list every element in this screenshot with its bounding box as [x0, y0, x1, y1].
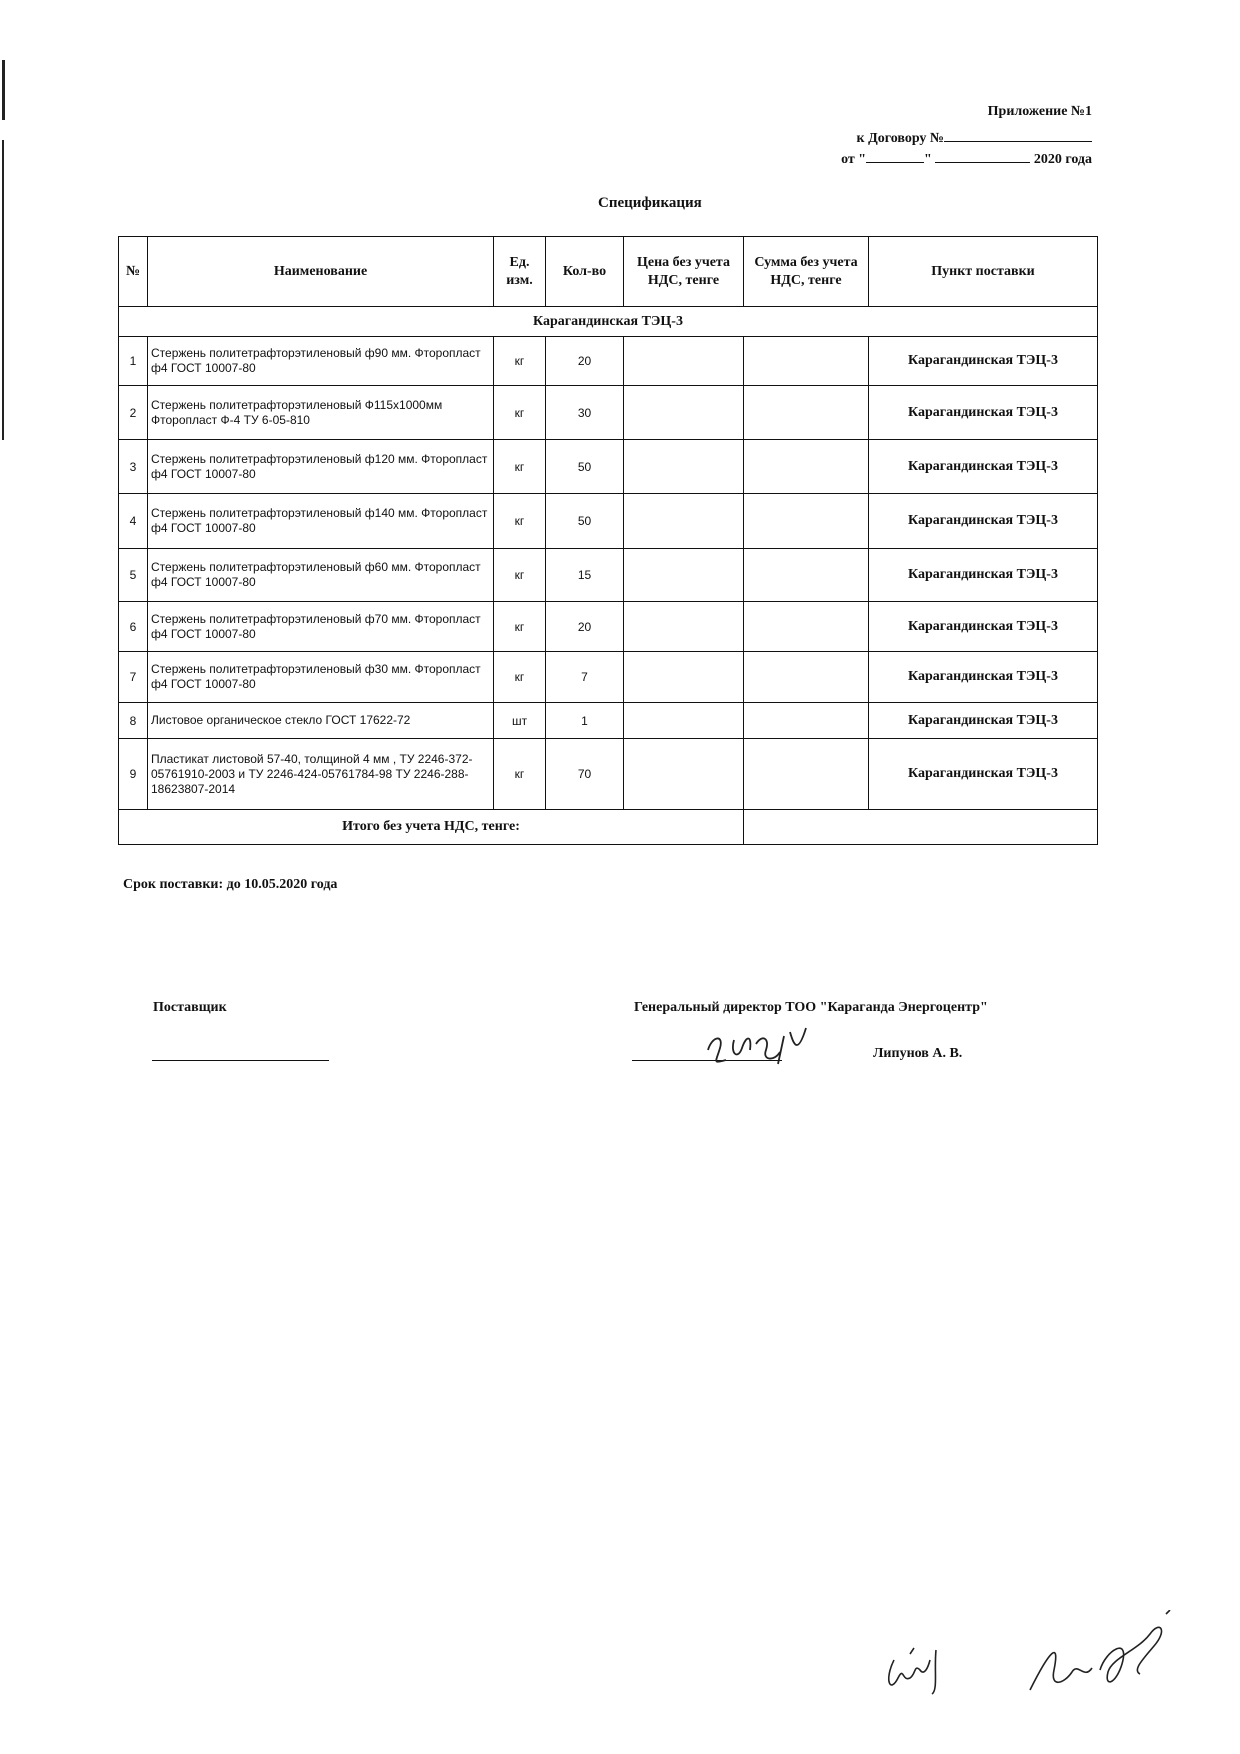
director-name: Липунов А. В. — [873, 1046, 963, 1061]
contract-number-blank — [944, 129, 1092, 142]
row-name: Стержень политетрафторэтиленовый ф90 мм. Фторопласт ф4 ГОСТ 10007-80 — [148, 337, 494, 386]
row-price — [624, 739, 744, 810]
row-unit: кг — [494, 494, 546, 549]
row-number: 2 — [119, 386, 148, 440]
row-delivery-point: Карагандинская ТЭЦ-3 — [869, 337, 1098, 386]
row-qty: 15 — [546, 549, 624, 602]
row-delivery-point: Карагандинская ТЭЦ-3 — [869, 494, 1098, 549]
date-month-blank — [935, 150, 1030, 163]
table-row — [119, 549, 1098, 602]
row-name: Стержень политетрафторэтиленовый ф70 мм. Фторопласт ф4 ГОСТ 10007-80 — [148, 602, 494, 652]
row-number: 7 — [119, 652, 148, 703]
total-label: Итого без учета НДС, тенге: — [119, 810, 744, 845]
date-year: 2020 года — [1033, 152, 1092, 167]
specification-table — [118, 236, 1098, 845]
row-unit: кг — [494, 386, 546, 440]
row-number: 9 — [119, 739, 148, 810]
row-name: Стержень политетрафторэтиленовый ф120 мм. Фторопласт ф4 ГОСТ 10007-80 — [148, 440, 494, 494]
date-line — [841, 150, 1092, 168]
row-sum — [744, 739, 869, 810]
scan-margin-mark — [2, 60, 5, 120]
row-qty: 70 — [546, 739, 624, 810]
table-row — [119, 440, 1098, 494]
date-day-blank — [866, 150, 924, 163]
row-sum — [744, 386, 869, 440]
row-unit: кг — [494, 739, 546, 810]
supplier-signature-line — [152, 1060, 329, 1061]
row-delivery-point: Карагандинская ТЭЦ-3 — [869, 549, 1098, 602]
row-sum — [744, 494, 869, 549]
row-qty: 1 — [546, 703, 624, 739]
row-unit: кг — [494, 337, 546, 386]
row-price — [624, 549, 744, 602]
row-number: 4 — [119, 494, 148, 549]
row-number: 3 — [119, 440, 148, 494]
initials-signature — [880, 1620, 970, 1700]
row-name: Пластикат листовой 57-40, толщиной 4 мм , ТУ 2246-372-05761910-2003 и ТУ 2246-424-05761784-98 ТУ 2246-288-18623807-2014 — [148, 739, 494, 810]
row-unit: кг — [494, 652, 546, 703]
col-header-delivery-point: Пункт поставки — [869, 237, 1098, 307]
table-row — [119, 602, 1098, 652]
group-label: Карагандинская ТЭЦ-3 — [119, 307, 1098, 337]
initials-signature — [1020, 1610, 1190, 1710]
row-price — [624, 703, 744, 739]
table-total-row — [119, 810, 1098, 845]
col-header-unit: Ед. изм. — [494, 237, 546, 307]
row-sum — [744, 652, 869, 703]
row-qty: 50 — [546, 440, 624, 494]
row-sum — [744, 440, 869, 494]
row-price — [624, 337, 744, 386]
row-unit: кг — [494, 602, 546, 652]
row-price — [624, 494, 744, 549]
col-header-name: Наименование — [148, 237, 494, 307]
row-delivery-point: Карагандинская ТЭЦ-3 — [869, 386, 1098, 440]
total-value — [744, 810, 1098, 845]
col-header-number: № — [119, 237, 148, 307]
row-number: 5 — [119, 549, 148, 602]
row-unit: шт — [494, 703, 546, 739]
scan-margin-mark — [2, 140, 4, 440]
row-number: 6 — [119, 602, 148, 652]
col-header-sum: Сумма без учета НДС, тенге — [744, 237, 869, 307]
row-number: 8 — [119, 703, 148, 739]
row-sum — [744, 602, 869, 652]
row-qty: 7 — [546, 652, 624, 703]
row-sum — [744, 703, 869, 739]
row-name: Листовое органическое стекло ГОСТ 17622-72 — [148, 703, 494, 739]
date-prefix: от " — [841, 152, 867, 167]
row-unit: кг — [494, 549, 546, 602]
table-row — [119, 337, 1098, 386]
table-header-row — [119, 237, 1098, 307]
row-sum — [744, 337, 869, 386]
supplier-label: Поставщик — [153, 1000, 227, 1015]
row-delivery-point: Карагандинская ТЭЦ-3 — [869, 703, 1098, 739]
delivery-term: Срок поставки: до 10.05.2020 года — [123, 877, 338, 892]
contract-line — [857, 129, 1093, 147]
row-delivery-point: Карагандинская ТЭЦ-3 — [869, 602, 1098, 652]
row-unit: кг — [494, 440, 546, 494]
appendix-label: Приложение №1 — [987, 104, 1092, 119]
row-qty: 20 — [546, 602, 624, 652]
contract-prefix: к Договору № — [856, 131, 944, 146]
table-row — [119, 703, 1098, 739]
date-mid-quote: " — [924, 152, 932, 167]
row-price — [624, 652, 744, 703]
row-price — [624, 602, 744, 652]
row-qty: 20 — [546, 337, 624, 386]
table-row — [119, 494, 1098, 549]
col-header-qty: Кол-во — [546, 237, 624, 307]
row-name: Стержень политетрафторэтиленовый Ф115х1000мм Фторопласт Ф-4 ТУ 6-05-810 — [148, 386, 494, 440]
table-row — [119, 386, 1098, 440]
col-header-price: Цена без учета НДС, тенге — [624, 237, 744, 307]
row-sum — [744, 549, 869, 602]
row-price — [624, 440, 744, 494]
table-row — [119, 739, 1098, 810]
row-name: Стержень политетрафторэтиленовый ф60 мм. Фторопласт ф4 ГОСТ 10007-80 — [148, 549, 494, 602]
row-name: Стержень политетрафторэтиленовый ф140 мм. Фторопласт ф4 ГОСТ 10007-80 — [148, 494, 494, 549]
page-title: Спецификация — [598, 195, 702, 211]
row-qty: 50 — [546, 494, 624, 549]
row-delivery-point: Карагандинская ТЭЦ-3 — [869, 739, 1098, 810]
table-group-row — [119, 307, 1098, 337]
row-qty: 30 — [546, 386, 624, 440]
row-delivery-point: Карагандинская ТЭЦ-3 — [869, 652, 1098, 703]
director-signature — [700, 1020, 820, 1070]
table-row — [119, 652, 1098, 703]
row-price — [624, 386, 744, 440]
row-name: Стержень политетрафторэтиленовый ф30 мм. Фторопласт ф4 ГОСТ 10007-80 — [148, 652, 494, 703]
director-label: Генеральный директор ТОО "Караганда Энергоцентр" — [634, 1000, 988, 1015]
row-delivery-point: Карагандинская ТЭЦ-3 — [869, 440, 1098, 494]
row-number: 1 — [119, 337, 148, 386]
